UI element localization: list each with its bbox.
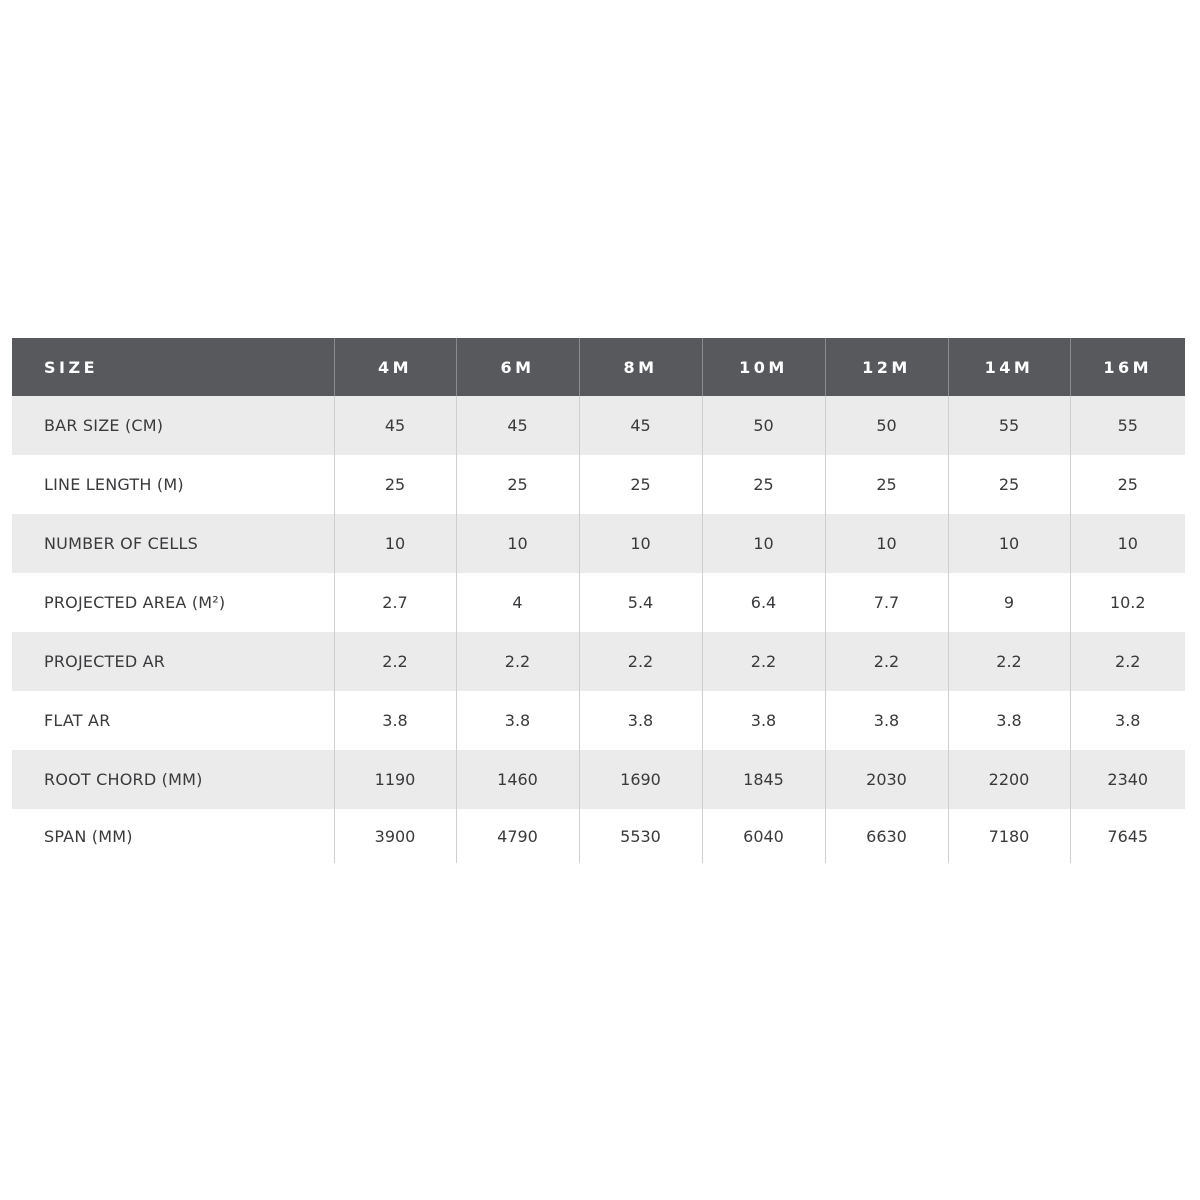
row-label: PROJECTED AR xyxy=(12,632,334,691)
row-label: NUMBER OF CELLS xyxy=(12,514,334,573)
table-cell: 9 xyxy=(948,573,1070,632)
table-cell: 2.7 xyxy=(334,573,456,632)
table-cell: 5530 xyxy=(579,809,702,863)
table-cell: 10 xyxy=(579,514,702,573)
header-column: 4M xyxy=(334,338,456,396)
table-row xyxy=(12,455,1185,514)
table-header-row xyxy=(12,338,1185,396)
table-cell: 2030 xyxy=(825,750,948,809)
table-cell: 10 xyxy=(702,514,825,573)
table-row xyxy=(12,750,1185,809)
header-size-label: SIZE xyxy=(12,338,334,396)
table-cell: 7.7 xyxy=(825,573,948,632)
table-cell: 1690 xyxy=(579,750,702,809)
table-cell: 25 xyxy=(702,455,825,514)
table-cell: 3.8 xyxy=(334,691,456,750)
header-column: 10M xyxy=(702,338,825,396)
table-row xyxy=(12,691,1185,750)
row-label: PROJECTED AREA (M²) xyxy=(12,573,334,632)
row-label: LINE LENGTH (M) xyxy=(12,455,334,514)
table-cell: 2.2 xyxy=(579,632,702,691)
table-cell: 3.8 xyxy=(702,691,825,750)
table-cell: 7180 xyxy=(948,809,1070,863)
table-row xyxy=(12,573,1185,632)
table-cell: 4790 xyxy=(456,809,579,863)
table-cell: 1190 xyxy=(334,750,456,809)
header-column: 16M xyxy=(1103,357,1153,377)
header-column: 8M xyxy=(579,338,702,396)
table-cell: 25 xyxy=(579,455,702,514)
table-cell: 7645 xyxy=(1107,826,1149,846)
table-cell: 2.2 xyxy=(334,632,456,691)
size-spec-table xyxy=(12,338,1185,863)
table-cell: 3900 xyxy=(334,809,456,863)
table-cell: 2340 xyxy=(1107,770,1149,789)
table-cell: 6630 xyxy=(825,809,948,863)
table-cell: 25 xyxy=(825,455,948,514)
table-cell: 4 xyxy=(456,573,579,632)
table-cell: 55 xyxy=(948,396,1070,455)
table-cell: 2.2 xyxy=(825,632,948,691)
row-label: BAR SIZE (CM) xyxy=(12,396,334,455)
table-row xyxy=(12,396,1185,455)
table-cell: 10 xyxy=(948,514,1070,573)
table-cell: 25 xyxy=(334,455,456,514)
table-cell: 3.8 xyxy=(948,691,1070,750)
table-cell: 10 xyxy=(1117,534,1138,553)
table-cell: 3.8 xyxy=(579,691,702,750)
table-cell: 1845 xyxy=(702,750,825,809)
table-cell: 50 xyxy=(702,396,825,455)
table-cell: 55 xyxy=(1117,416,1138,435)
table-cell: 45 xyxy=(334,396,456,455)
table-cell: 3.8 xyxy=(825,691,948,750)
table-cell: 25 xyxy=(456,455,579,514)
table-cell: 45 xyxy=(579,396,702,455)
table-cell: 2.2 xyxy=(1115,652,1141,671)
table-cell: 2.2 xyxy=(948,632,1070,691)
row-label: SPAN (MM) xyxy=(12,809,334,863)
table-row xyxy=(12,632,1185,691)
table-cell: 2.2 xyxy=(456,632,579,691)
table-cell: 2200 xyxy=(948,750,1070,809)
header-column: 12M xyxy=(825,338,948,396)
table-cell: 2.2 xyxy=(702,632,825,691)
header-column: 14M xyxy=(948,338,1070,396)
table-cell: 6040 xyxy=(702,809,825,863)
table-cell: 5.4 xyxy=(579,573,702,632)
table-cell: 1460 xyxy=(456,750,579,809)
table-row xyxy=(12,809,1185,863)
row-label: ROOT CHORD (MM) xyxy=(12,750,334,809)
table-cell: 45 xyxy=(456,396,579,455)
table-cell: 50 xyxy=(825,396,948,455)
table-cell: 3.8 xyxy=(456,691,579,750)
table-cell: 10 xyxy=(825,514,948,573)
table-cell: 25 xyxy=(1117,475,1138,494)
table-cell: 10 xyxy=(334,514,456,573)
header-column: 6M xyxy=(456,338,579,396)
table-cell: 3.8 xyxy=(1115,711,1141,730)
row-label: FLAT AR xyxy=(12,691,334,750)
table-cell: 25 xyxy=(948,455,1070,514)
table-cell: 10.2 xyxy=(1109,593,1146,612)
table-cell: 6.4 xyxy=(702,573,825,632)
table-row xyxy=(12,514,1185,573)
table-cell: 10 xyxy=(456,514,579,573)
